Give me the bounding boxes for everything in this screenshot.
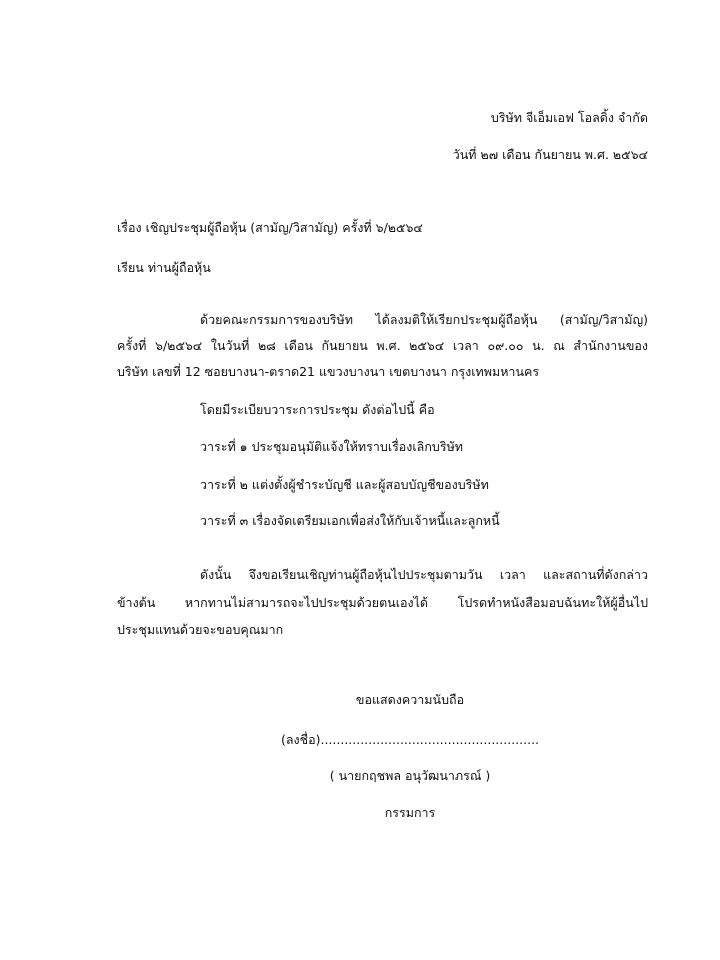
paragraph1-line: บริษัท เลขที่ 12 ซอยบางนา-ตราด21 แขวงบางนา เขตบางนา กรุงเทพมหานคร bbox=[117, 364, 540, 379]
agenda-intro: โดยมีระเบียบวาระการประชุม ดังต่อไปนี้ คือ bbox=[200, 402, 435, 417]
document-date: วันที่ ๒๗ เดือน กันยายน พ.ศ. ๒๕๖๔ bbox=[452, 147, 648, 162]
agenda-item: วาระที่ ๓ เรื่องจัดเตรียมเอกเพื่อส่งให้กับเจ้าหนี้และลูกหนี้ bbox=[200, 513, 500, 528]
agenda-item: วาระที่ ๑ ประชุมอนุมัติแจ้งให้ทราบเรื่องเลิกบริษัท bbox=[200, 439, 464, 454]
paragraph2-line: ข้างต้น หากทานไม่สามารถจะไปประชุมด้วยตนเองได้ โปรดทำหนังสือมอบฉันทะให้ผู้อื่นไป bbox=[117, 595, 648, 610]
paragraph2-line: ดังนั้น จึงขอเรียนเชิญท่านผู้ถือหุ้นไปประชุมตามวัน เวลา และสถานที่ดังกล่าว bbox=[200, 567, 648, 582]
salutation: เรียน ท่านผู้ถือหุ้น bbox=[117, 260, 211, 275]
paragraph1-line: ครั้งที่ ๖/๒๕๖๔ ในวันที่ ๒๘ เดือน กันยายน พ.ศ. ๒๕๖๔ เวลา ๐๙.๐๐ น. ณ สำนักงานของ bbox=[117, 338, 648, 353]
signatory-position: กรรมการ bbox=[384, 805, 436, 820]
subject-line: เรื่อง เชิญประชุมผู้ถือหุ้น (สามัญ/วิสามัญ) ครั้งที่ ๖/๒๕๖๔ bbox=[117, 220, 423, 235]
agenda-item: วาระที่ ๒ แต่งตั้งผู้ชำระบัญชี และผู้สอบบัญชีของบริษัท bbox=[200, 477, 489, 492]
paragraph1-line: ด้วยคณะกรรมการของบริษัท ได้ลงมติให้เรียกประชุมผู้ถือหุ้น (สามัญ/วิสามัญ) bbox=[200, 312, 648, 327]
paragraph2-line: ประชุมแทนด้วยจะขอบคุณมาก bbox=[117, 622, 284, 637]
signatory-name: ( นายกฤชพล อนุวัฒนาภรณ์ ) bbox=[329, 768, 491, 783]
company-name: บริษัท จีเอ็มเอฟ โอลดิ้ง จำกัด bbox=[490, 110, 648, 125]
signature-line: (ลงชื่อ)....................................................... bbox=[280, 732, 540, 747]
closing-regards: ขอแสดงความนับถือ bbox=[355, 692, 465, 707]
